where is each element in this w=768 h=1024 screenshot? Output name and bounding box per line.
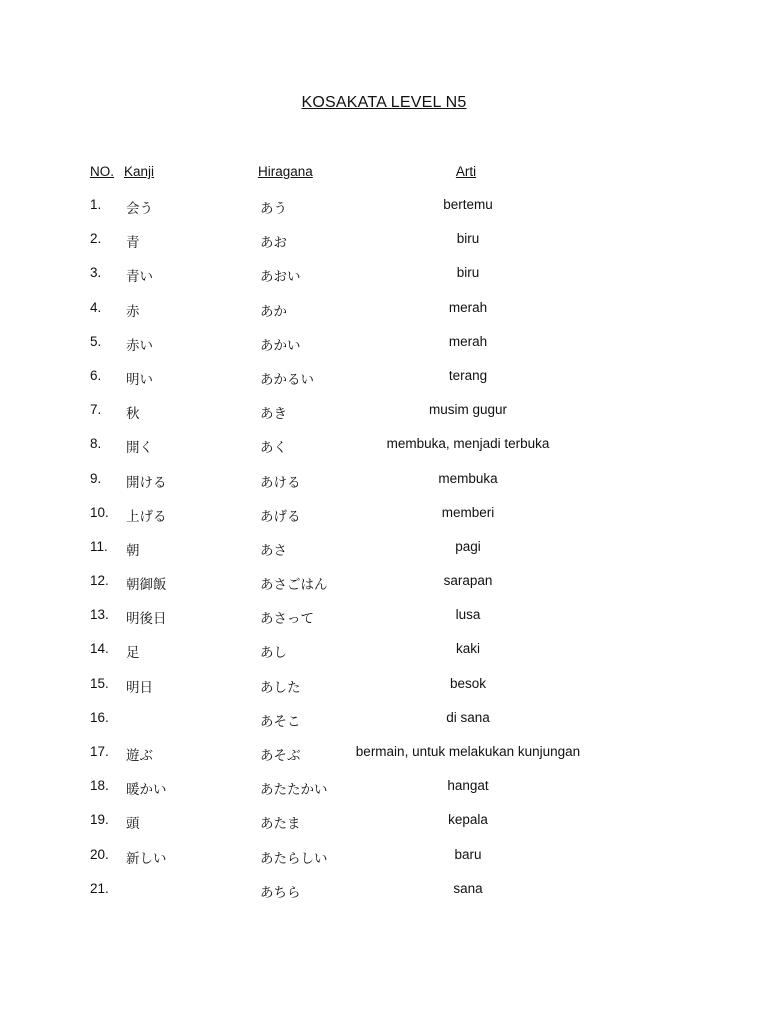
header-kanji: Kanji bbox=[124, 164, 155, 179]
row-arti: baru bbox=[454, 846, 482, 862]
table-row bbox=[0, 710, 768, 744]
row-hiragana: あちら bbox=[260, 884, 301, 901]
row-kanji: 遊ぶ bbox=[126, 748, 153, 764]
table-row bbox=[0, 573, 768, 607]
row-hiragana: あたたかい bbox=[260, 782, 328, 799]
header-hiragana: Hiragana bbox=[258, 164, 313, 179]
row-hiragana: あさって bbox=[260, 611, 314, 628]
row-number: 6. bbox=[90, 367, 102, 383]
table-row bbox=[0, 334, 768, 368]
row-kanji: 新しい bbox=[126, 850, 167, 867]
row-arti: terang bbox=[448, 367, 488, 383]
table-header bbox=[0, 164, 768, 184]
row-arti: biru bbox=[456, 265, 480, 281]
table-row bbox=[0, 778, 768, 812]
row-hiragana: あし bbox=[260, 645, 287, 662]
row-kanji: 秋 bbox=[126, 406, 140, 423]
row-number: 19. bbox=[90, 812, 109, 828]
row-arti: memberi bbox=[441, 504, 495, 520]
row-number: 4. bbox=[90, 299, 102, 315]
row-kanji: 明日 bbox=[126, 679, 153, 696]
row-arti: membuka bbox=[438, 470, 498, 486]
row-hiragana: あそこ bbox=[260, 713, 301, 730]
header-arti: Arti bbox=[455, 164, 477, 179]
row-arti: bertemu bbox=[443, 197, 493, 212]
row-arti: biru bbox=[456, 231, 480, 247]
row-arti: bermain, untuk melakukan kunjungan bbox=[355, 744, 581, 759]
row-hiragana: あさごはん bbox=[260, 577, 328, 594]
table-row bbox=[0, 471, 768, 505]
row-hiragana: あう bbox=[260, 201, 287, 217]
table-row bbox=[0, 231, 768, 265]
row-kanji: 朝 bbox=[126, 542, 140, 559]
table-row bbox=[0, 812, 768, 846]
row-hiragana: あかるい bbox=[260, 371, 314, 388]
table-row bbox=[0, 265, 768, 299]
table-row bbox=[0, 881, 768, 915]
row-kanji: 暖かい bbox=[126, 782, 167, 799]
header-no: NO. bbox=[90, 164, 115, 179]
row-number: 18. bbox=[90, 778, 109, 794]
table-row bbox=[0, 676, 768, 710]
row-number: 8. bbox=[90, 436, 102, 452]
row-number: 2. bbox=[90, 231, 102, 247]
row-number: 10. bbox=[90, 504, 109, 520]
row-arti: merah bbox=[448, 299, 488, 315]
row-hiragana: あかい bbox=[260, 337, 301, 354]
table-row bbox=[0, 300, 768, 334]
row-hiragana: あたま bbox=[260, 816, 301, 833]
row-number: 12. bbox=[90, 573, 109, 589]
row-hiragana: あそぶ bbox=[260, 748, 301, 764]
row-arti: besok bbox=[449, 675, 487, 691]
table-row bbox=[0, 402, 768, 436]
row-kanji: 朝御飯 bbox=[126, 577, 167, 594]
row-kanji: 開く bbox=[126, 440, 153, 457]
row-hiragana: あおい bbox=[260, 269, 301, 286]
row-hiragana: あさ bbox=[260, 542, 287, 559]
table-row bbox=[0, 368, 768, 402]
table-row bbox=[0, 744, 768, 778]
row-arti: musim gugur bbox=[428, 402, 508, 418]
row-kanji: 上げる bbox=[126, 508, 167, 525]
row-number: 7. bbox=[90, 402, 102, 418]
row-kanji: 頭 bbox=[126, 816, 140, 833]
row-arti: di sana bbox=[446, 709, 490, 725]
row-number: 9. bbox=[90, 470, 102, 486]
row-arti: merah bbox=[448, 333, 488, 349]
row-arti: kepala bbox=[448, 812, 488, 828]
row-arti: lusa bbox=[455, 607, 481, 623]
row-hiragana: あか bbox=[260, 303, 287, 320]
row-kanji: 青い bbox=[126, 269, 153, 286]
row-number: 11. bbox=[90, 538, 108, 554]
row-arti: pagi bbox=[455, 538, 481, 554]
row-kanji: 足 bbox=[126, 645, 140, 662]
row-number: 1. bbox=[90, 197, 102, 212]
row-kanji: 青 bbox=[126, 235, 140, 252]
row-arti: membuka, menjadi terbuka bbox=[386, 436, 550, 452]
row-arti: hangat bbox=[447, 778, 489, 794]
row-number: 21. bbox=[90, 880, 109, 896]
row-kanji: 明い bbox=[126, 371, 153, 388]
row-arti: sana bbox=[453, 880, 483, 896]
row-kanji: 会う bbox=[126, 201, 153, 217]
row-kanji: 開ける bbox=[126, 474, 167, 491]
row-hiragana: あした bbox=[260, 679, 301, 696]
row-hiragana: あたらしい bbox=[260, 850, 328, 867]
table-row bbox=[0, 436, 768, 470]
row-hiragana: あげる bbox=[260, 508, 301, 525]
row-number: 16. bbox=[90, 709, 109, 725]
table-row bbox=[0, 539, 768, 573]
table-row bbox=[0, 641, 768, 675]
row-hiragana: あお bbox=[260, 235, 287, 252]
row-kanji: 赤 bbox=[126, 303, 140, 320]
table-row bbox=[0, 197, 768, 231]
row-kanji: 赤い bbox=[126, 337, 153, 354]
table-row bbox=[0, 847, 768, 881]
row-number: 15. bbox=[90, 675, 109, 691]
row-kanji: 明後日 bbox=[126, 611, 167, 628]
row-hiragana: あく bbox=[260, 440, 287, 457]
row-arti: sarapan bbox=[443, 573, 493, 589]
table-row bbox=[0, 505, 768, 539]
row-number: 14. bbox=[90, 641, 109, 657]
page-title: KOSAKATA LEVEL N5 bbox=[301, 94, 467, 111]
row-number: 5. bbox=[90, 333, 102, 349]
vocabulary-table bbox=[0, 197, 768, 915]
row-number: 20. bbox=[90, 846, 109, 862]
row-number: 13. bbox=[90, 607, 109, 623]
table-row bbox=[0, 607, 768, 641]
row-number: 17. bbox=[90, 744, 109, 759]
row-hiragana: あける bbox=[260, 474, 301, 491]
row-number: 3. bbox=[90, 265, 102, 281]
row-hiragana: あき bbox=[260, 406, 287, 423]
row-arti: kaki bbox=[455, 641, 480, 657]
